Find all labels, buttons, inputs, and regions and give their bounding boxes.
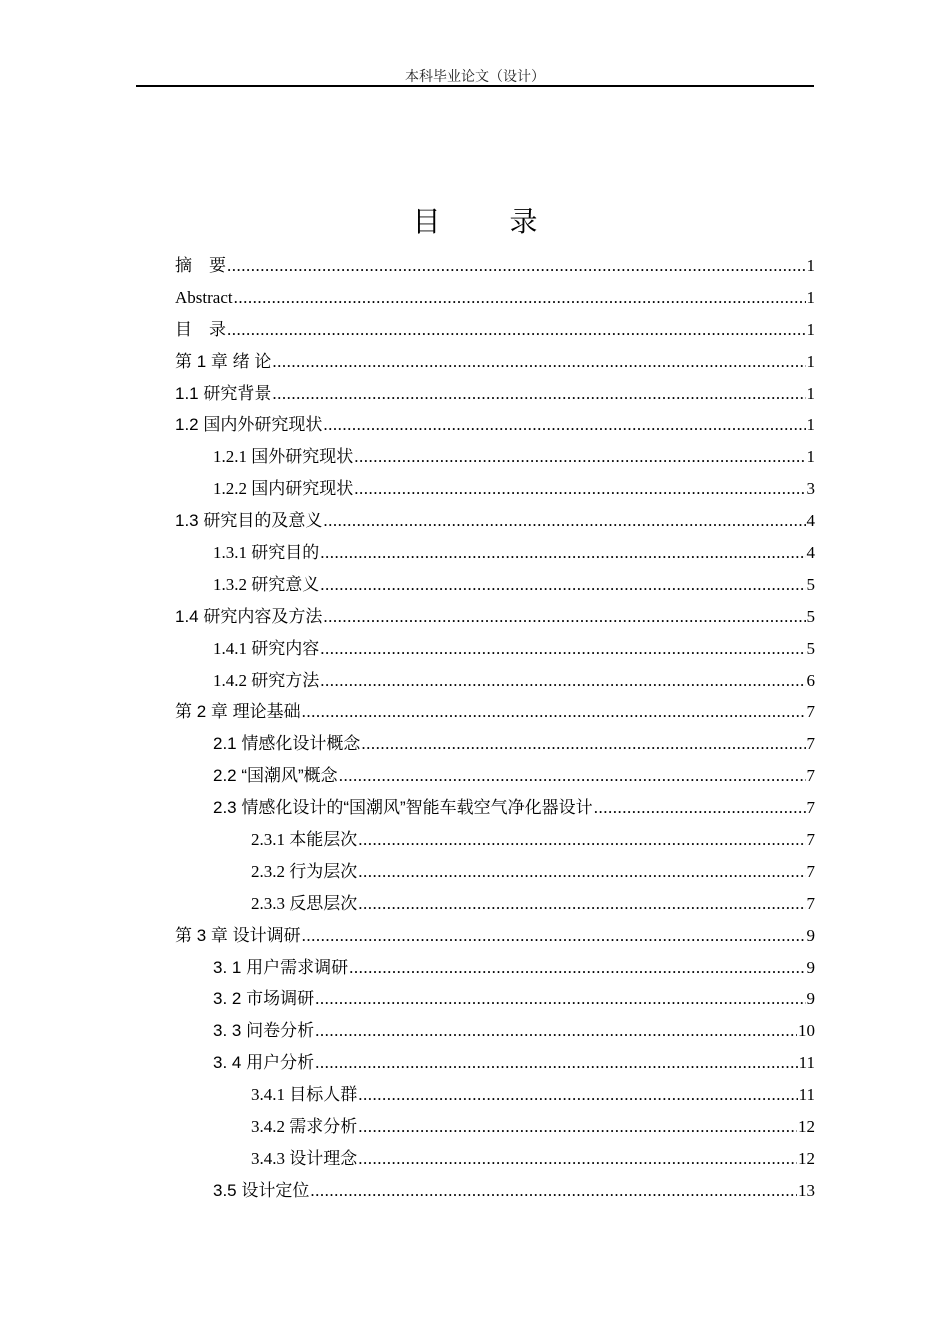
- toc-entry-label: 2.1 情感化设计概念: [213, 734, 361, 754]
- toc-entry-page: 1: [806, 256, 815, 275]
- dot-leader: [323, 409, 805, 441]
- dot-leader: [227, 314, 806, 346]
- dot-leader: [323, 505, 805, 537]
- running-header: 本科毕业论文（设计）: [405, 70, 545, 85]
- toc-entry-label: 1.2.2 国内研究现状: [213, 479, 354, 499]
- toc-entry-page: 1: [806, 447, 815, 467]
- toc-entry-page: 7: [806, 893, 815, 913]
- toc-entry-page: 4: [806, 511, 815, 531]
- toc-entry-page: 13: [798, 1180, 815, 1200]
- toc-entry-label: 摘 要: [175, 256, 226, 275]
- toc-entry-page: 5: [806, 606, 815, 626]
- toc-entry-label: 1.2.1 国外研究现状: [213, 447, 354, 467]
- dot-leader: [272, 378, 805, 410]
- toc-entry-page: 1: [806, 319, 815, 339]
- toc-entry-page: 9: [806, 925, 815, 945]
- toc-entry-label: 2.3 情感化设计的“国潮风”智能车载空气净化器设计: [213, 798, 593, 818]
- toc-entry[interactable]: [175, 409, 815, 441]
- toc-entry-label: 目 录: [175, 319, 226, 339]
- toc-entry-page: 7: [806, 798, 815, 818]
- toc-entry[interactable]: [175, 728, 815, 760]
- toc-entry-page: 4: [806, 543, 815, 563]
- dot-leader: [315, 983, 805, 1015]
- toc-entry[interactable]: [175, 983, 815, 1015]
- toc-entry-page: 5: [806, 638, 815, 658]
- toc-entry[interactable]: [175, 473, 815, 505]
- toc-entry[interactable]: [175, 888, 815, 920]
- toc-entry[interactable]: [175, 1175, 815, 1207]
- toc-entry-page: 7: [806, 766, 815, 786]
- toc-entry[interactable]: [175, 569, 815, 601]
- toc-entry[interactable]: [175, 824, 815, 856]
- toc-entry-page: 1: [806, 287, 815, 307]
- toc-entry-page: 7: [806, 861, 815, 881]
- dot-leader: [302, 920, 806, 952]
- header-rule: [136, 85, 814, 87]
- dot-leader: [358, 856, 805, 888]
- dot-leader: [302, 696, 806, 728]
- toc-entry-label: 1.3.1 研究目的: [213, 543, 320, 563]
- toc-entry-label: 2.2 “国潮风”概念: [213, 766, 338, 786]
- toc-entry-page: 3: [806, 479, 815, 499]
- dot-leader: [315, 1047, 798, 1079]
- toc-entry-label: 1.1 研究背景: [175, 383, 272, 403]
- toc-entry-page: 10: [798, 1021, 815, 1041]
- toc-entry-page: 1: [806, 351, 815, 371]
- toc-entry-label: 3.5 设计定位: [213, 1180, 310, 1200]
- toc-entry[interactable]: [175, 665, 815, 697]
- dot-leader: [320, 633, 805, 665]
- toc-entry[interactable]: [175, 1079, 815, 1111]
- toc-entry-label: 第 1 章 绪 论: [175, 351, 272, 371]
- toc-entry-page: 11: [798, 1053, 815, 1073]
- toc-entry[interactable]: [175, 346, 815, 378]
- toc-entry-label: 3. 4 用户分析: [213, 1053, 315, 1073]
- dot-leader: [320, 665, 805, 697]
- toc-entry[interactable]: [175, 952, 815, 984]
- page-title: 目 录: [412, 205, 568, 238]
- toc-entry[interactable]: [175, 537, 815, 569]
- toc-entry-label: 1.2 国内外研究现状: [175, 415, 323, 435]
- toc-entry-label: 1.4.2 研究方法: [213, 670, 320, 690]
- toc-entry[interactable]: [175, 505, 815, 537]
- toc-entry-label: 第 3 章 设计调研: [175, 925, 301, 945]
- toc-entry[interactable]: [175, 696, 815, 728]
- dot-leader: [358, 1143, 797, 1175]
- toc-entry-label: 3.4.3 设计理念: [251, 1148, 358, 1168]
- toc-entry-page: 1: [806, 415, 815, 435]
- toc-entry-label: 2.3.3 反思层次: [251, 893, 358, 913]
- table-of-contents: [175, 250, 815, 1207]
- toc-entry-page: 12: [798, 1117, 815, 1137]
- toc-entry-label: 1.3.2 研究意义: [213, 574, 320, 594]
- dot-leader: [323, 601, 805, 633]
- toc-entry-label: 2.3.1 本能层次: [251, 830, 358, 850]
- dot-leader: [354, 441, 805, 473]
- toc-entry-page: 7: [806, 734, 815, 754]
- toc-entry-label: 第 2 章 理论基础: [175, 702, 301, 722]
- dot-leader: [227, 250, 806, 282]
- toc-entry[interactable]: [175, 920, 815, 952]
- dot-leader: [339, 760, 806, 792]
- toc-entry[interactable]: [175, 856, 815, 888]
- dot-leader: [358, 888, 805, 920]
- toc-entry[interactable]: [175, 1015, 815, 1047]
- toc-entry-label: 3.4.1 目标人群: [251, 1085, 358, 1105]
- dot-leader: [320, 537, 805, 569]
- dot-leader: [349, 952, 805, 984]
- toc-entry-page: 7: [806, 702, 815, 722]
- toc-entry-label: Abstract: [175, 287, 233, 307]
- toc-entry-label: 1.3 研究目的及意义: [175, 511, 323, 531]
- toc-entry[interactable]: [175, 792, 815, 824]
- toc-entry-label: 2.3.2 行为层次: [251, 861, 358, 881]
- toc-entry[interactable]: [175, 1047, 815, 1079]
- toc-entry-page: 11: [798, 1085, 815, 1105]
- toc-entry-label: 1.4.1 研究内容: [213, 638, 320, 658]
- dot-leader: [358, 1111, 797, 1143]
- toc-entry[interactable]: [175, 314, 815, 346]
- dot-leader: [234, 282, 806, 314]
- toc-entry-page: 9: [806, 989, 815, 1009]
- toc-entry[interactable]: [175, 250, 815, 282]
- dot-leader: [320, 569, 805, 601]
- dot-leader: [310, 1175, 797, 1207]
- dot-leader: [354, 473, 805, 505]
- dot-leader: [358, 1079, 797, 1111]
- dot-leader: [594, 792, 806, 824]
- toc-entry[interactable]: [175, 760, 815, 792]
- toc-entry[interactable]: [175, 601, 815, 633]
- toc-entry[interactable]: [175, 282, 815, 314]
- toc-entry[interactable]: [175, 633, 815, 665]
- toc-entry-label: 1.4 研究内容及方法: [175, 606, 323, 626]
- toc-entry-page: 5: [806, 574, 815, 594]
- toc-entry[interactable]: [175, 378, 815, 410]
- toc-entry-page: 6: [806, 670, 815, 690]
- dot-leader: [272, 346, 805, 378]
- toc-entry-label: 3.4.2 需求分析: [251, 1117, 358, 1137]
- toc-entry[interactable]: [175, 441, 815, 473]
- dot-leader: [315, 1015, 797, 1047]
- toc-entry-label: 3. 2 市场调研: [213, 989, 315, 1009]
- toc-entry-page: 7: [806, 830, 815, 850]
- dot-leader: [361, 728, 805, 760]
- toc-entry-page: 9: [806, 957, 815, 977]
- toc-entry-label: 3. 1 用户需求调研: [213, 957, 349, 977]
- toc-entry-label: 3. 3 问卷分析: [213, 1021, 315, 1041]
- toc-entry[interactable]: [175, 1111, 815, 1143]
- toc-entry-page: 1: [806, 383, 815, 403]
- toc-entry-page: 12: [798, 1148, 815, 1168]
- dot-leader: [358, 824, 805, 856]
- toc-entry[interactable]: [175, 1143, 815, 1175]
